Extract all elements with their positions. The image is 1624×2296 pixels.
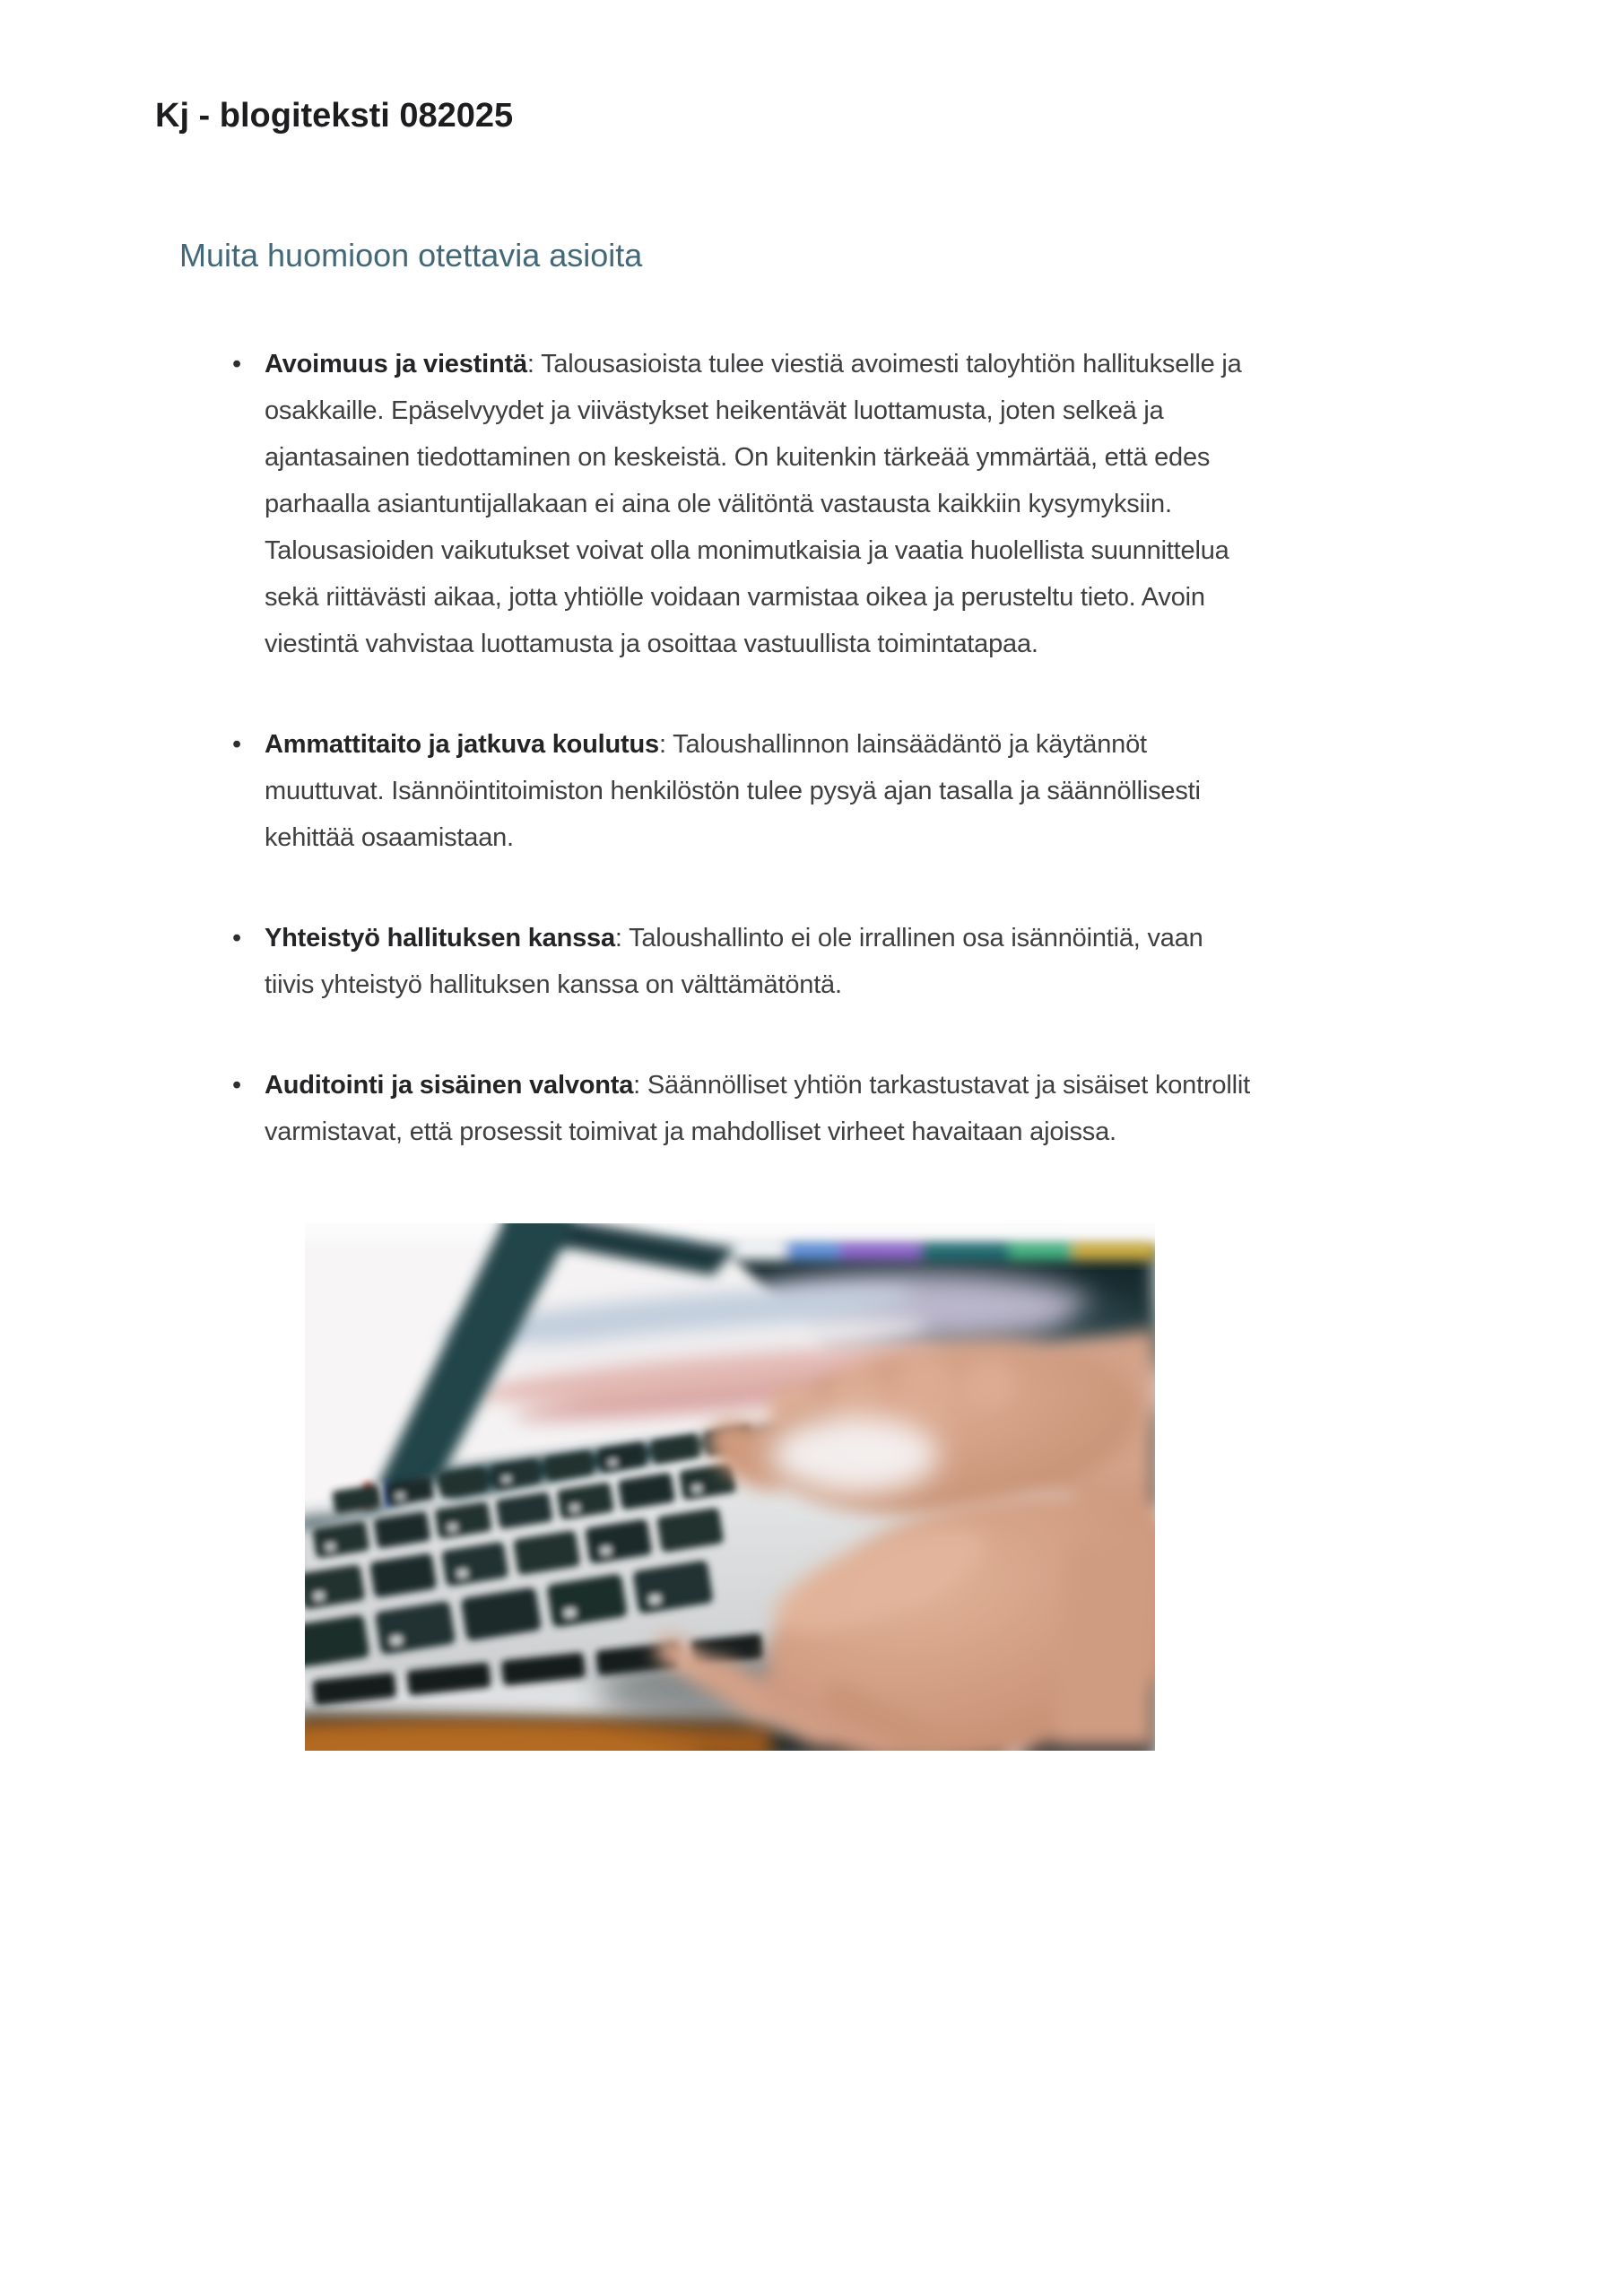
list-item-text: : Taloushallinnon lainsäädäntö ja käytännöt muuttuvat. Isännöintitoimiston henkilöstön tulee pysyä ajan tasalla ja säännöllisesti kehittää osaamistaan. <box>265 730 1201 852</box>
list-item <box>265 1062 1255 1155</box>
list-item <box>265 721 1255 861</box>
list-item-text: : Talousasioista tulee viestiä avoimesti taloyhtiön hallitukselle ja osakkaille. Epäselvyydet ja viivästykset heikentävät luottamusta, joten selkeä ja ajantasainen tiedottaminen on keskeistä. On kuitenkin tärkeää ymmärtää, että edes parhaalla asiantuntijallakaan ei aina ole välitöntä vastausta kaikkiin kysymyksiin. Talousasioiden vaikutukset voivat olla monimutkaisia ja vaatia huolellista suunnittelua sekä riittävästi aikaa, jotta yhtiölle voidaan varmistaa oikea ja perusteltu tieto. Avoin viestintä vahvistaa luottamusta ja osoittaa vastuullista toimintatapaa. <box>265 350 1242 658</box>
list-item <box>265 341 1255 667</box>
list-item-lead: Auditointi ja sisäinen valvonta <box>265 1071 634 1100</box>
list-item-text: : Säännölliset yhtiön tarkastustavat ja sisäiset kontrollit varmistavat, että prosessit toimivat ja mahdolliset virheet havaitaan ajoissa. <box>265 1071 1250 1146</box>
section-heading: Muita huomioon otettavia asioita <box>179 237 643 274</box>
list-item-lead: Avoimuus ja viestintä <box>265 350 527 378</box>
bullet-list <box>265 341 1255 1155</box>
list-item-lead: Yhteistyö hallituksen kanssa <box>265 924 615 952</box>
list-item <box>265 915 1255 1008</box>
list-item-text: : Taloushallinto ei ole irrallinen osa isännöintiä, vaan tiivis yhteistyö hallituksen kanssa on välttämätöntä. <box>265 924 1203 999</box>
list-item-lead: Ammattitaito ja jatkuva koulutus <box>265 730 659 759</box>
hands-typing-on-laptop-photo <box>305 1223 1155 1751</box>
document-title: Kj - blogiteksti 082025 <box>155 97 514 135</box>
